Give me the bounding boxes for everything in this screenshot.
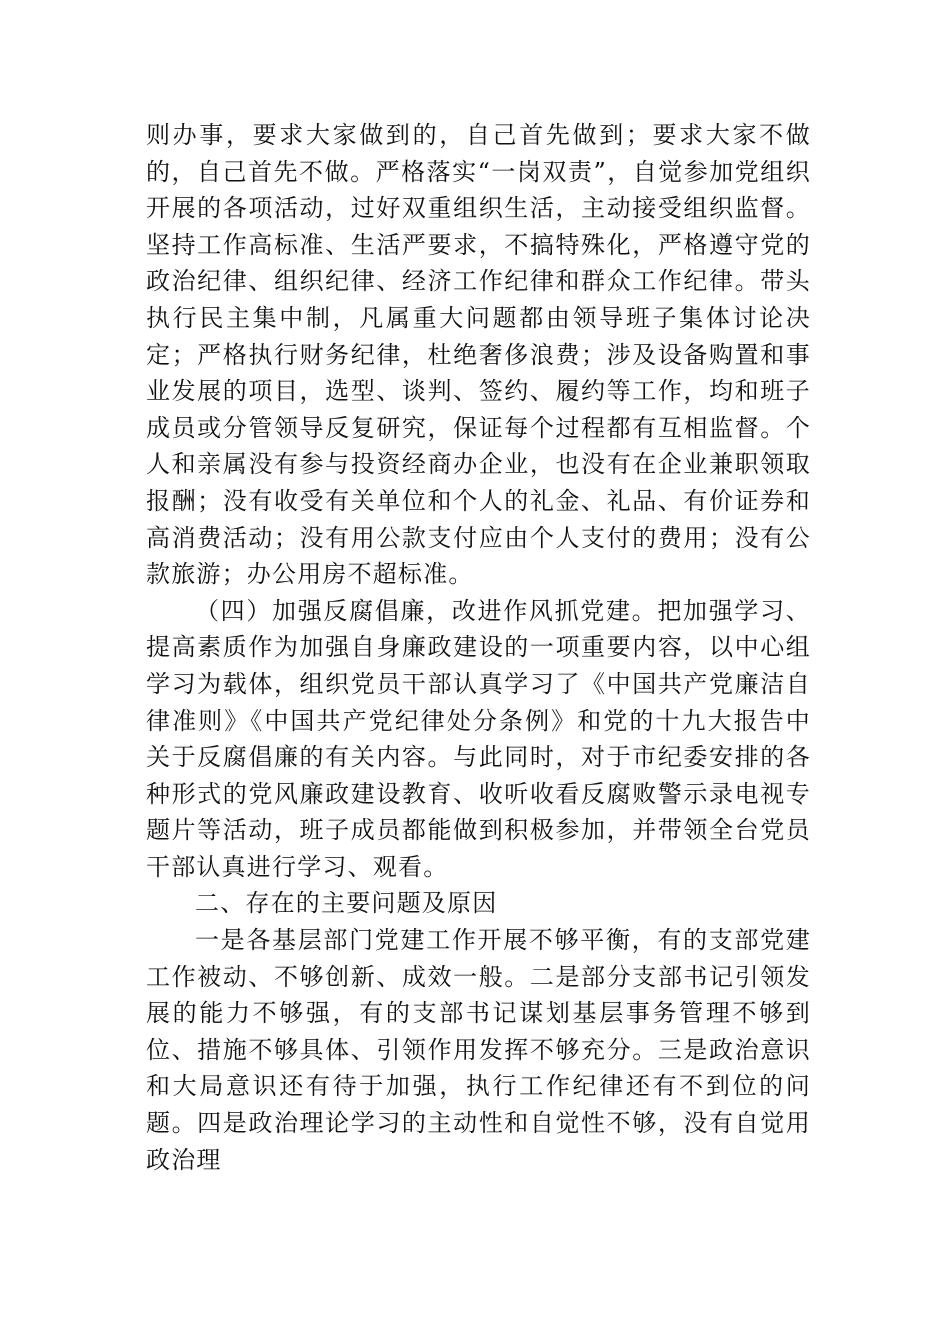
paragraph-discipline-continued: 则办事，要求大家做到的，自己首先做到；要求大家不做的，自己首先不做。严格落实“一岗双责”，自觉参加党组织开展的各项活动，过好双重组织生活，主动接受组织监督。坚持工作高标准、生活严要求，不搞特殊化，严格遵守党的政治纪律、组织纪律、经济工作纪律和群众工作纪律。带头执行民主集中制，凡属重大问题都由领导班子集体讨论决定；严格执行财务纪律，杜绝奢侈浪费；涉及设备购置和事业发展的项目，选型、谈判、签约、履约等工作，均和班子成员或分管领导反复研究，保证每个过程都有互相监督。个人和亲属没有参与投资经商办企业，也没有在企业兼职领取报酬；没有收受有关单位和个人的礼金、礼品、有价证券和高消费活动；没有用公款支付应由个人支付的费用；没有公款旅游；办公用房不超标准。: [146, 121, 811, 589]
section-heading-problems: 二、存在的主要问题及原因: [195, 889, 498, 918]
paragraph-section-four: （四）加强反腐倡廉，改进作风抓党建。把加强学习、提高素质作为加强自身廉政建设的一项重要内容，以中心组学习为载体，组织党员干部认真学习了《中国共产党廉洁自律准则》《中国共产党纪律处分条例》和党的十九大报告中关于反腐倡廉的有关内容。与此同时，对于市纪委安排的各种形式的党风廉政建设教育、收听收看反腐败警示录电视专题片等活动，班子成员都能做到积极参加，并带领全台党员干部认真进行学习、观看。: [146, 596, 811, 881]
document-body: [146, 117, 811, 1178]
paragraph-problems: 一是各基层部门党建工作开展不够平衡，有的支部党建工作被动、不够创新、成效一般。二是部分支部书记引领发展的能力不够强，有的支部书记谋划基层事务管理不够到位、措施不够具体、引领作用发挥不够充分。三是政治意识和大局意识还有待于加强，执行工作纪律还有不到位的问题。四是政治理论学习的主动性和自觉性不够，没有自觉用政治理: [146, 926, 811, 1174]
